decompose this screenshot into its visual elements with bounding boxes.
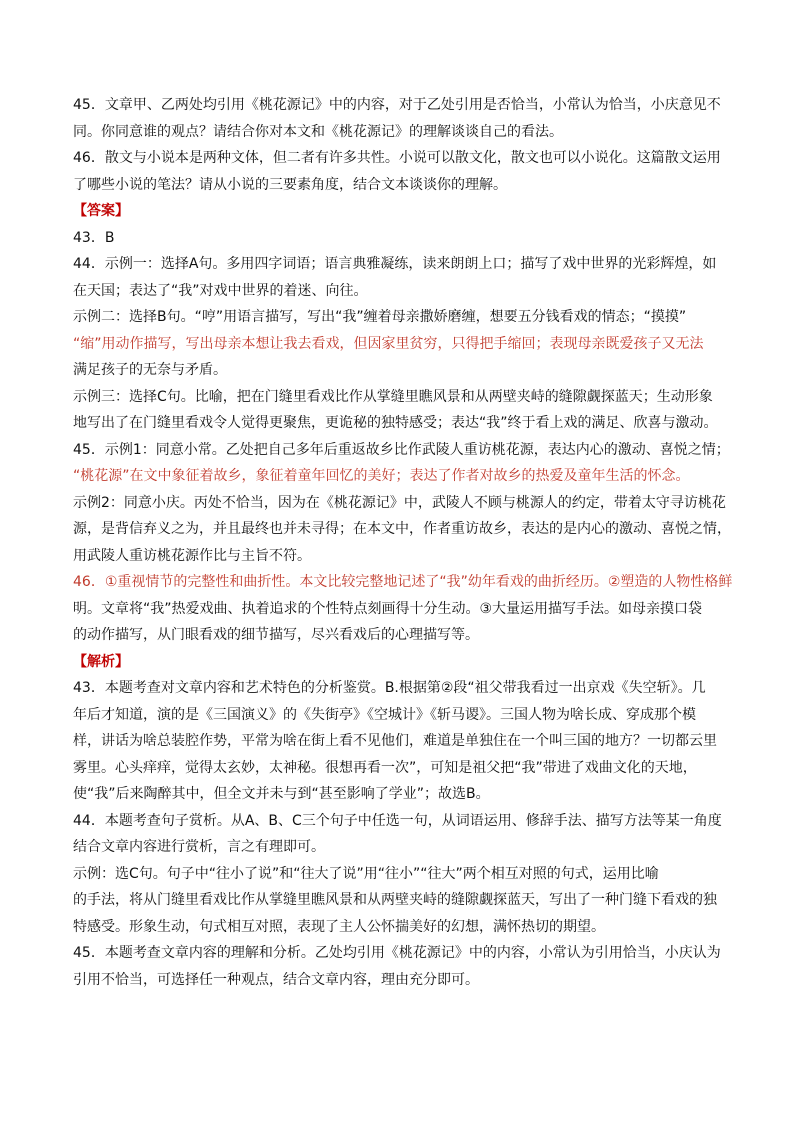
text-line: 明。文章将“我”热爱戏曲、执着追求的个性特点刻画得十分生动。③大量运用描写手法。如母亲摸口袋	[73, 600, 703, 617]
text-line: 地写出了在门缝里看戏令人觉得更聚焦，更诡秘的独特感受；表达“我”终于看上戏的满足、欣喜与激动。	[73, 415, 718, 431]
question-46	[73, 145, 733, 198]
text-line: 示例二：选择B句。“哼”用语言描写，写出“我”缠着母亲撒娇磨缠，想要五分钱看戏的情态；“摸摸”	[73, 309, 687, 325]
text-line: 45．本题考查文章内容的理解和分析。乙处均引用《桃花源记》中的内容，小常认为引用恰当，小庆认为	[73, 945, 721, 961]
highlighted-line: “桃花源”在文中象征着故乡，象征着童年回忆的美好；表达了作者对故乡的热爱及童年生活的怀念。	[73, 468, 690, 484]
question-45	[73, 92, 733, 145]
text-line: 特感受。形象生动，句式相互对照，表现了主人公怀揣美好的幻想，满怀热切的期望。	[73, 918, 605, 935]
analysis-44-example	[73, 861, 733, 941]
text-line: 45．文章甲、乙两处均引用《桃花源记》中的内容，对于乙处引用是否恰当，小常认为恰当，小庆意见不	[73, 97, 721, 113]
highlighted-line: 46．①重视情节的完整性和曲折性。本文比较完整地记述了“我”幼年看戏的曲折经历。②塑造的人物性格鲜	[73, 574, 733, 590]
answer-44-example-1	[73, 251, 733, 304]
text-line: 年后才知道，演的是《三国演义》的《失街亭》《空城计》《斩马谡》。三国人物为啥长成、穿成那个模	[73, 706, 696, 723]
text-line: 结合文章内容进行赏析，言之有理即可。	[73, 839, 325, 855]
text-line: 的手法，将从门缝里看戏比作从掌缝里瞧风景和从两壁夹峙的缝隙觑探蓝天，写出了一种门缝下看戏的独	[73, 892, 717, 908]
analysis-44	[73, 808, 733, 861]
answer-45-example-2	[73, 490, 733, 570]
text-line: 雾里。心头痒痒，觉得太玄妙，太神秘。很想再看一次”，可知是祖父把“我”带进了戏曲文化的天地，	[73, 759, 697, 776]
text-line: 的动作描写，从门眼看戏的细节描写，尽兴看戏后的心理描写等。	[73, 627, 479, 643]
text-line: 用武陵人重访桃花源作比与主旨不符。	[73, 547, 311, 564]
text-line: 满足孩子的无奈与矛盾。	[73, 362, 227, 378]
answer-heading: 【答案】	[73, 203, 129, 219]
text-line: 44．示例一：选择A句。多用四字词语；语言典雅凝练，读来朗朗上口；描写了戏中世界的光彩辉煌，如	[73, 256, 717, 272]
text-line: 43．本题考查对文章内容和艺术特色的分析鉴赏。B.根据第②段“祖父带我看过一出京戏《失空斩》。几	[73, 680, 706, 696]
answer-46	[73, 569, 733, 649]
analysis-heading: 【解析】	[73, 653, 129, 670]
text-line: 46．散文与小说本是两种文体，但二者有许多共性。小说可以散文化，散文也可以小说化。这篇散文运用	[73, 150, 721, 166]
text-line: 44．本题考查句子赏析。从A、B、C三个句子中任选一句，从词语运用、修辞手法、描写方法等某一角度	[73, 812, 722, 829]
text-line: 示例三：选择C句。比喻，把在门缝里看戏比作从掌缝里瞧风景和从两壁夹峙的缝隙觑探蓝天；生动形象	[73, 388, 713, 405]
text-line: 示例：选C句。句子中“往小了说”和“往大了说”用“往小”“往大”两个相互对照的句式，运用比喻	[73, 865, 659, 882]
text-line: 在天国；表达了“我”对戏中世界的着迷、向往。	[73, 282, 368, 299]
answer-44-example-2	[73, 304, 733, 384]
text-line: 45．示例1：同意小常。乙处把自己多年后重返故乡比作武陵人重访桃花源，表达内心的激动、喜悦之情；	[73, 441, 730, 458]
text-line: 了哪些小说的笔法？请从小说的三要素角度，结合文本谈谈你的理解。	[73, 176, 507, 193]
highlighted-line: “缩”用动作描写，写出母亲本想让我去看戏，但因家里贫穷，只得把手缩回；表现母亲既爱孩子又无法	[73, 335, 704, 352]
analysis-43	[73, 675, 733, 808]
text-line: 同。你同意谁的观点？请结合你对本文和《桃花源记》的理解谈谈自己的看法。	[73, 123, 563, 140]
text-line: 引用不恰当，可选择任一种观点，结合文章内容，理由充分即可。	[73, 971, 479, 988]
analysis-45	[73, 940, 733, 993]
answer-44-example-3	[73, 384, 733, 437]
text-line: 使“我”后来陶醉其中，但全文并未与到“甚至影响了学业”；故选B。	[73, 786, 490, 802]
answer-43: 43．B	[73, 229, 115, 246]
answer-45-example-1	[73, 437, 733, 490]
text-line: 示例2：同意小庆。丙处不恰当，因为在《桃花源记》中，武陵人不顾与桃源人的约定，带着太守寻访桃花	[73, 494, 726, 511]
text-line: 源，是背信弃义之为，并且最终也并未寻得；在本文中，作者重访故乡，表达的是内心的激动、喜悦之情，	[73, 521, 731, 537]
document-content	[73, 92, 733, 993]
text-line: 样，讲话为啥总装腔作势，平常为啥在街上看不见他们，难道是单独住在一个叫三国的地方？一切都云里	[73, 733, 717, 749]
